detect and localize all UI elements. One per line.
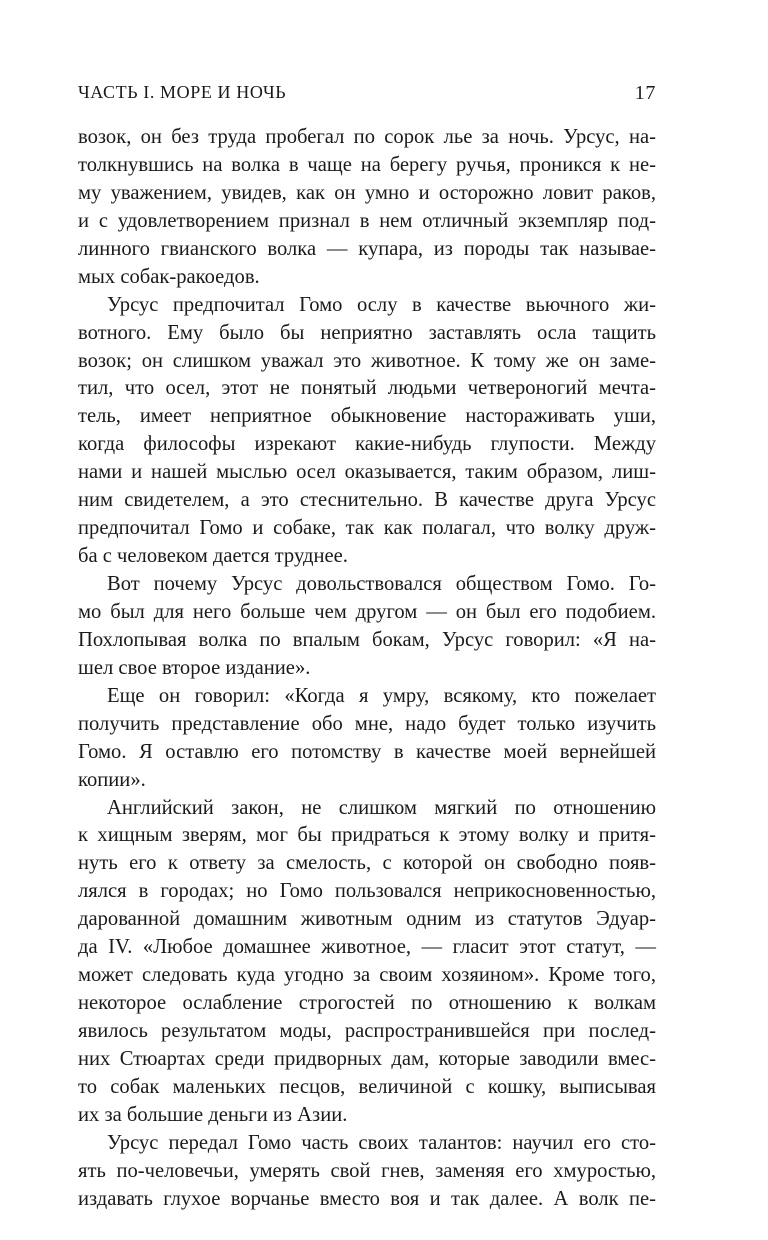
page-number: 17	[634, 82, 656, 104]
text-line: ним свидетелем, а это стеснительно. В качестве друга Урсус	[78, 489, 656, 512]
text-line: Английский закон, не слишком мягкий по отношению	[107, 796, 656, 819]
text-line: вотного. Ему было бы неприятно заставлять осла тащить	[78, 321, 656, 344]
text-line: возок, он без труда пробегал по сорок лье за ночь. Урсус, на-	[78, 126, 656, 148]
text-line: то собак маленьких песцов, величиной с кошку, выписывая	[78, 1075, 656, 1098]
text-line: нами и нашей мыслью осел оказывается, таким образом, лиш-	[78, 461, 656, 484]
text-line: мых собак-ракоедов.	[78, 265, 260, 288]
text-line: тил, что осел, этот не понятый людьми четвероногий мечта-	[78, 377, 656, 400]
text-line: Похлопывая волка по впалым бокам, Урсус говорил: «Я на-	[78, 628, 656, 651]
text-line: когда философы изрекают какие-нибудь глупости. Между	[78, 433, 656, 456]
text-line: копии».	[78, 768, 146, 791]
text-line: ять по-человечьи, умерять свой гнев, заменяя его хмуростью,	[78, 1159, 656, 1182]
body-text	[78, 124, 656, 1214]
paragraph	[78, 683, 656, 795]
text-line: предпочитал Гомо и собаке, так как полагал, что волку друж-	[78, 517, 656, 540]
paragraph	[78, 292, 656, 571]
text-line: явилось результатом моды, распространившейся при послед-	[78, 1020, 656, 1042]
text-line: Урсус предпочитал Гомо ослу в качестве вьючного жи-	[107, 293, 656, 316]
paragraph	[78, 795, 656, 1130]
text-line: му уважением, увидев, как он умно и осторожно ловит раков,	[78, 181, 656, 204]
text-line: лялся в городах; но Гомо пользовался неприкосновенностью,	[78, 880, 656, 903]
text-line: них Стюартах среди придворных дам, которые заводили вмес-	[78, 1047, 656, 1070]
text-line: Гомо. Я оставлю его потомству в качестве моей вернейшей	[78, 740, 656, 763]
text-line: возок; он слишком уважал это животное. К тому же он заме-	[78, 349, 656, 372]
text-line: некоторое ослабление строгостей по отношению к волкам	[78, 992, 656, 1015]
text-line: дарованной домашним животным одним из статутов Эдуар-	[78, 908, 656, 931]
text-line: их за большие деньги из Азии.	[78, 1103, 348, 1126]
text-line: нуть его к ответу за смелость, с которой он свободно появ-	[78, 852, 656, 875]
running-head	[78, 82, 656, 112]
chapter-title: ЧАСТЬ I. МОРЕ И НОЧЬ	[78, 82, 287, 102]
text-line: толкнувшись на волка в чаще на берегу ручья, проникся к не-	[78, 153, 656, 176]
text-line: ба с человеком дается труднее.	[78, 545, 348, 568]
text-line: да IV. «Любое домашнее животное, — гласит этот статут, —	[78, 936, 656, 959]
text-line: линного гвианского волка — купара, из породы так называе-	[78, 237, 656, 260]
text-line: Вот почему Урсус довольствовался обществом Гомо. Го-	[107, 573, 656, 595]
text-line: и с удовлетворением признал в нем отличный экземпляр под-	[78, 209, 656, 232]
text-line: получить представление обо мне, надо будет только изучить	[78, 712, 656, 735]
paragraph	[78, 124, 656, 292]
paragraph	[78, 1130, 656, 1214]
text-line: Урсус передал Гомо часть своих талантов: научил его сто-	[107, 1131, 656, 1154]
text-line: к хищным зверям, мог бы придраться к этому волку и притя-	[78, 824, 656, 847]
text-line: Еще он говорил: «Когда я умру, всякому, кто пожелает	[107, 684, 656, 707]
text-line: шел свое второе издание».	[78, 656, 311, 679]
text-line: тель, имеет неприятное обыкновение настораживать уши,	[78, 405, 656, 428]
text-line: издавать глухое ворчанье вместо воя и так далее. А волк пе-	[78, 1187, 656, 1210]
paragraph	[78, 571, 656, 683]
text-line: может следовать куда угодно за своим хозяином». Кроме того,	[78, 964, 656, 987]
text-line: мо был для него больше чем другом — он был его подобием.	[78, 600, 656, 623]
